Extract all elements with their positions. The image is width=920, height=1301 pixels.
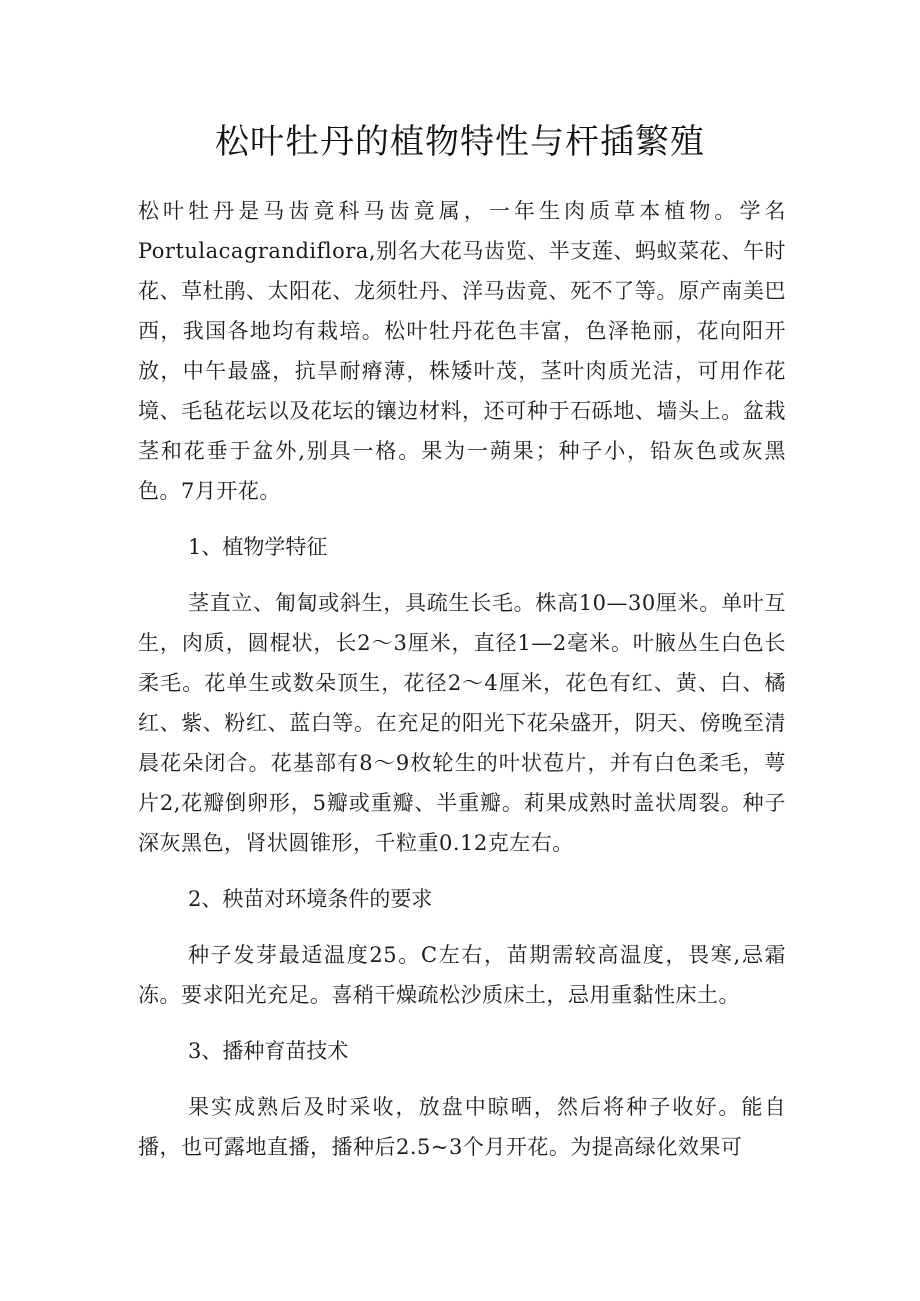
section-heading-sowing: 3、播种育苗技术 <box>188 1039 349 1063</box>
section-heading-environment: 2、秧苗对环境条件的要求 <box>188 887 433 911</box>
section-body-botany: 茎直立、匍匐或斜生，具疏生长毛。株高10—30厘米。单叶互生，肉质，圆棍状，长2～3厘米，直径1—2毫米。叶腋丛生白色长柔毛。花单生或数朵顶生，花径2～4厘米，花色有红、黄、白、橘红、紫、粉红、蓝白等。在充足的阳光下花朵盛开，阴天、傍晚至清晨花朵闭合。花基部有8～9枚轮生的叶状苞片，并有白色柔毛，萼片2,花瓣倒卵形，5瓣或重瓣、半重瓣。莉果成熟时盖状周裂。种子深灰黑色，肾状圆锥形，千粒重0.12克左右。 <box>138 591 786 855</box>
document-body <box>138 191 786 1167</box>
section-heading-botany: 1、植物学特征 <box>188 535 328 559</box>
document-title: 松叶牡丹的植物特性与杆插繁殖 <box>215 122 705 162</box>
intro-paragraph: 松叶牡丹是马齿竟科马齿竟属，一年生肉质草本植物。学名Portulacagrandiflora,别名大花马齿览、半支莲、蚂蚁菜花、午时花、草杜鹃、太阳花、龙须牡丹、洋马齿竟、死不了等。原产南美巴西，我国各地均有栽培。松叶牡丹花色丰富，色泽艳丽，花向阳开放，中午最盛，抗旱耐瘠薄，株矮叶茂，茎叶肉质光洁，可用作花境、毛毡花坛以及花坛的镶边材料，还可种于石砾地、墙头上。盆栽茎和花垂于盆外,别具一格。果为一蒴果；种子小，铅灰色或灰黑色。7月开花。 <box>138 199 786 503</box>
section-body-environment: 种子发芽最适温度25。C左右，苗期需较高温度，畏寒,忌霜冻。要求阳光充足。喜稍干燥疏松沙质床土，忌用重黏性床土。 <box>138 943 786 1007</box>
section-body-sowing: 果实成熟后及时采收，放盘中晾晒，然后将种子收好。能自播，也可露地直播，播种后2.5~3个月开花。为提高绿化效果可 <box>138 1095 786 1159</box>
